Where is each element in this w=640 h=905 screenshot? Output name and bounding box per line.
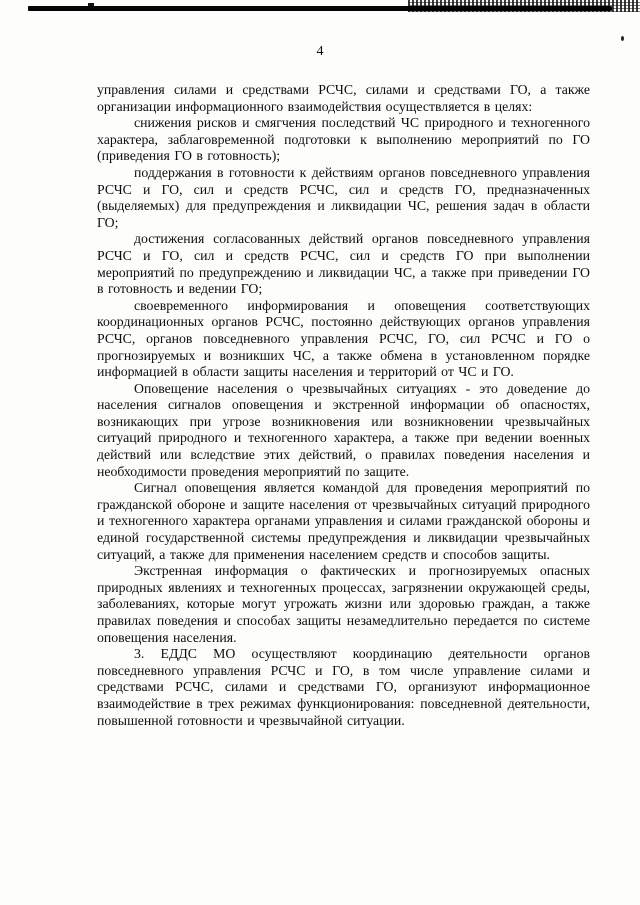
paragraph: своевременного информирования и оповещения соответствующих координационных органов РСЧС, постоянно действующих органов управления РСЧС, органов повседневного управления РСЧС, ГО, сил РСЧС и ГО о прогнозируемых и возникших ЧС, а также обмена в установленном порядке информацией в области защиты населения и территорий от ЧС и ГО. — [97, 297, 590, 380]
scan-speck — [621, 36, 624, 41]
paragraph: достижения согласованных действий органов повседневного управления РСЧС и ГО, сил и средств РСЧС, сил и средств ГО при выполнении мероприятий по предупреждению и ликвидации ЧС, а также при приведении ГО в готовность и ведении ГО; — [97, 231, 590, 297]
document-text-block — [97, 82, 590, 729]
paragraph-continuation: управления силами и средствами РСЧС, силами и средствами ГО, а также организации информационного взаимодействия осуществляется в целях: — [97, 82, 590, 114]
scan-artifact-noise — [408, 0, 640, 12]
paragraph: снижения рисков и смягчения последствий ЧС природного и техногенного характера, заблаговременной подготовки к выполнению мероприятий по ГО (приведения ГО в готовность); — [97, 115, 590, 164]
scan-speck — [88, 3, 94, 6]
paragraph: 3. ЕДДС МО осуществляют координацию деятельности органов повседневного управления РСЧС и ГО, в том числе управление силами и средствами РСЧС, силами и средствами ГО, организуют информационное взаимодействие в трех режимах функционирования: повседневной деятельности, повышенной готовности и чрезвычайной ситуации. — [97, 646, 590, 728]
paragraph: Экстренная информация о фактических и прогнозируемых опасных природных явлениях и техногенных процессах, загрязнении окружающей среды, заболеваниях, которые могут угрожать жизни или здоровью граждан, а также правилах поведения и способах защиты незамедлительно передается по системе оповещения населения. — [97, 563, 590, 645]
paragraph: поддержания в готовности к действиям органов повседневного управления РСЧС и ГО, сил и средств РСЧС, сил и средств ГО, предназначенных (выделяемых) для предупреждения и ликвидации ЧС, решения задач в области ГО; — [97, 164, 590, 230]
paragraph: Сигнал оповещения является командой для проведения мероприятий по гражданской обороне и защите населения от чрезвычайных ситуаций природного и техногенного характера органами управления и силами гражданской обороны и единой государственной системы предупреждения и ликвидации чрезвычайных ситуаций, а также для применения населением средств и способов защиты. — [97, 480, 590, 562]
paragraph: Оповещение населения о чрезвычайных ситуациях - это доведение до населения сигналов оповещения и экстренной информации об опасностях, возникающих при угрозе возникновения или возникновении чрезвычайных ситуаций природного и техногенного характера, а также при ведении военных действий или вследствие этих действий, о правилах поведения населения и необходимости проведения мероприятий по защите. — [97, 380, 590, 479]
page-number: 4 — [316, 44, 324, 59]
